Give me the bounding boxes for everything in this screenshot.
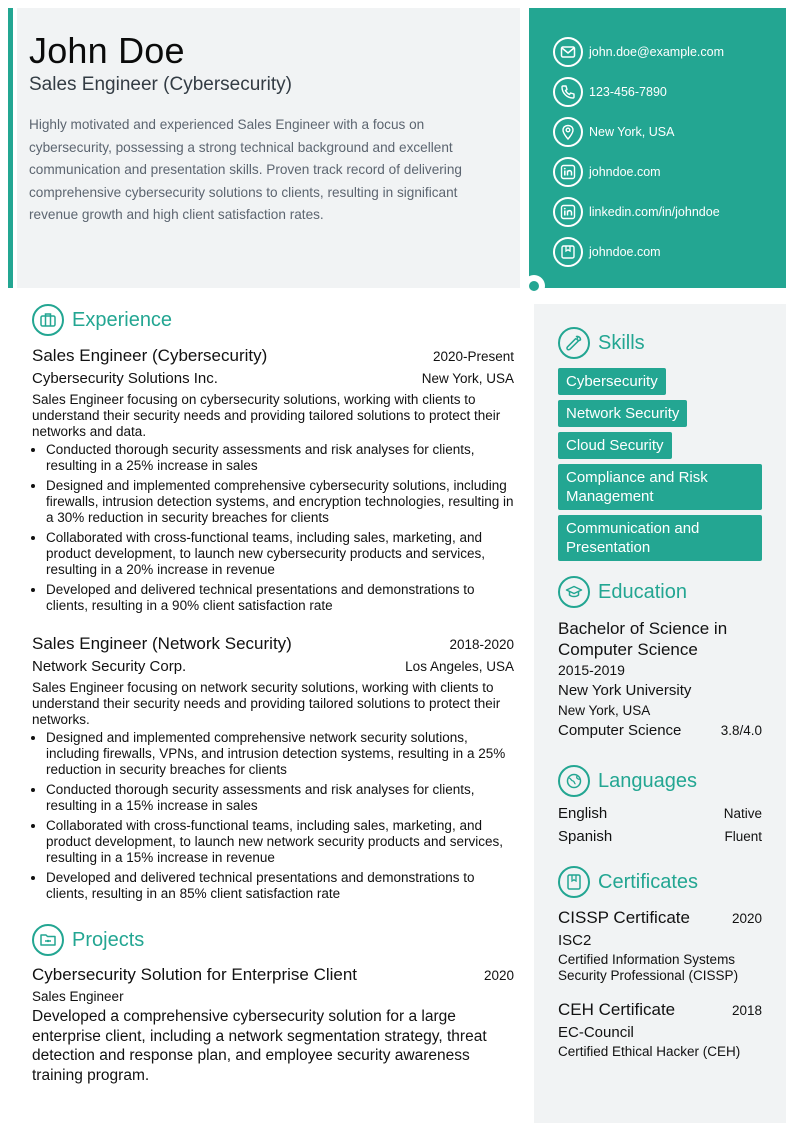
language-name: English <box>558 805 608 822</box>
contact-portfolio[interactable] <box>553 232 724 272</box>
school-name: New York University <box>558 682 692 699</box>
contact-phone[interactable] <box>553 72 724 112</box>
job-title-heading: Sales Engineer (Cybersecurity) <box>29 74 292 95</box>
company-name: Network Security Corp. <box>32 658 187 675</box>
job-location: Los Angeles, USA <box>405 659 514 674</box>
job-bullet: • Developed and delivered technical presentations and demonstrations to clients, resulting in a 90% client satisfaction rate <box>46 582 514 614</box>
contact-email-text: john.doe@example.com <box>589 45 724 59</box>
school-location: New York, USA <box>558 703 651 718</box>
certificate-icon <box>558 866 590 898</box>
certificate-description: Certified Information Systems Security Professional (CISSP) <box>558 952 739 983</box>
skill-tag: Cybersecurity <box>558 368 666 395</box>
contact-website[interactable] <box>553 152 724 192</box>
education-title: Education <box>598 580 687 603</box>
linkedin-icon <box>553 197 583 227</box>
degree: Bachelor of Science in Computer Science <box>558 619 728 659</box>
person-name: John Doe <box>29 30 185 71</box>
summary-text: Highly motivated and experienced Sales Engineer with a focus on cybersecurity, possessing a strong technical background and excellent communication and presentation skills. Proven track record of delivering comprehensive cybersecurity solutions to clients, resulting in significant revenue growth and high client satisfaction rates. <box>29 117 462 223</box>
wrench-icon <box>558 327 590 359</box>
job-bullet: • Conducted thorough security assessments and risk analyses for clients, resulting in a 25% increase in sales <box>46 442 514 474</box>
job-date: 2020-Present <box>432 349 514 364</box>
skill-tag: Compliance and Risk Management <box>558 464 762 510</box>
projects-header <box>32 924 144 956</box>
job-description: Sales Engineer focusing on cybersecurity solutions, working with clients to understand their security needs and providing tailored solutions to protect their networks and data. <box>32 392 501 439</box>
languages-list <box>558 805 762 845</box>
certificates-title: Certificates <box>598 870 699 893</box>
skill-tag: Communication and Presentation <box>558 515 762 561</box>
job-bullet: • Developed and delivered technical presentations and demonstrations to clients, resulting in an 85% client satisfaction rate <box>46 870 514 902</box>
languages-title: Languages <box>598 769 697 792</box>
job-title: Sales Engineer (Cybersecurity) <box>32 346 268 365</box>
contact-email[interactable] <box>553 32 724 72</box>
experience-entry <box>32 634 514 906</box>
contact-linkedin-text: linkedin.com/in/johndoe <box>589 205 720 219</box>
certificate-name: CEH Certificate <box>558 1000 676 1019</box>
job-title: Sales Engineer (Network Security) <box>32 634 292 653</box>
certificate-description: Certified Ethical Hacker (CEH) <box>558 1044 741 1059</box>
location-icon <box>553 117 583 147</box>
contact-website-text: johndoe.com <box>589 165 661 179</box>
language-name: Spanish <box>558 828 613 845</box>
decor-dot <box>529 281 539 291</box>
certificate-year: 2020 <box>731 911 762 926</box>
job-bullets <box>32 730 514 902</box>
project-description: Developed a comprehensive cybersecurity solution for a large enterprise client, including a network segmentation strategy, threat detection and response plan, and employee security awareness training program. <box>32 1008 487 1084</box>
job-bullet: • Designed and implemented comprehensive network security solutions, including firewalls, VPNs, and intrusion detection systems, resulting in a 25% reduction in security breaches for clients <box>46 730 514 778</box>
globe-icon <box>558 765 590 797</box>
job-location: New York, USA <box>421 371 514 386</box>
certificate-issuer: ISC2 <box>558 932 592 949</box>
contact-phone-text: 123-456-7890 <box>589 85 667 99</box>
education-header <box>558 576 687 608</box>
skills-list <box>558 368 762 566</box>
job-bullet: • Collaborated with cross-functional teams, including sales, marketing, and product development, to launch new cybersecurity products and services, resulting in a 20% increase in revenue <box>46 530 514 578</box>
certificates-header <box>558 866 698 898</box>
certificate-year: 2018 <box>731 1003 762 1018</box>
experience-title: Experience <box>72 308 173 331</box>
portfolio-icon <box>553 237 583 267</box>
language-level: Fluent <box>724 829 762 844</box>
project-date: 2020 <box>483 968 514 983</box>
graduation-cap-icon <box>558 576 590 608</box>
contact-portfolio-text: johndoe.com <box>589 245 661 259</box>
job-bullets <box>32 442 514 614</box>
folder-icon <box>32 924 64 956</box>
field-of-study: Computer Science <box>558 722 682 739</box>
project-role: Sales Engineer <box>32 989 124 1004</box>
job-description: Sales Engineer focusing on network security solutions, working with clients to understand their security needs and providing tailored solutions to protect their networks. <box>32 680 501 727</box>
education-years: 2015-2019 <box>558 662 625 678</box>
experience-entry <box>32 346 514 618</box>
gpa: 3.8/4.0 <box>720 723 762 738</box>
header-accent-bar <box>8 8 13 288</box>
company-name: Cybersecurity Solutions Inc. <box>32 370 218 387</box>
job-bullet: • Collaborated with cross-functional teams, including sales, marketing, and product development, to launch new network security products and services, resulting in a 15% increase in revenue <box>46 818 514 866</box>
briefcase-icon <box>32 304 64 336</box>
linkedin-icon <box>553 157 583 187</box>
languages-header <box>558 765 697 797</box>
project-title: Cybersecurity Solution for Enterprise Client <box>32 965 358 984</box>
contact-location-text: New York, USA <box>589 125 675 139</box>
job-bullet: • Conducted thorough security assessments and risk analyses for clients, resulting in a 15% increase in sales <box>46 782 514 814</box>
experience-header <box>32 304 172 336</box>
phone-icon <box>553 77 583 107</box>
skills-header <box>558 327 645 359</box>
education-entry <box>558 618 762 739</box>
mail-icon <box>553 37 583 67</box>
project-entry <box>32 965 514 1085</box>
projects-title: Projects <box>72 928 145 951</box>
skill-tag: Network Security <box>558 400 687 427</box>
job-bullet: • Designed and implemented comprehensive cybersecurity solutions, including firewalls, intrusion detection systems, and encryption technologies, resulting in a 30% reduction in security breaches for clients <box>46 478 514 526</box>
certificate-issuer: EC-Council <box>558 1024 634 1041</box>
skill-tag: Cloud Security <box>558 432 672 459</box>
certificate-name: CISSP Certificate <box>558 908 690 927</box>
certificate-entry <box>558 1000 762 1060</box>
language-level: Native <box>723 806 762 821</box>
job-date: 2018-2020 <box>449 637 514 652</box>
contact-location <box>553 112 724 152</box>
language-row <box>558 805 762 822</box>
language-row <box>558 828 762 845</box>
contact-linkedin[interactable] <box>553 192 724 232</box>
contact-panel <box>529 8 786 288</box>
skills-title: Skills <box>598 331 645 354</box>
certificate-entry <box>558 908 762 984</box>
